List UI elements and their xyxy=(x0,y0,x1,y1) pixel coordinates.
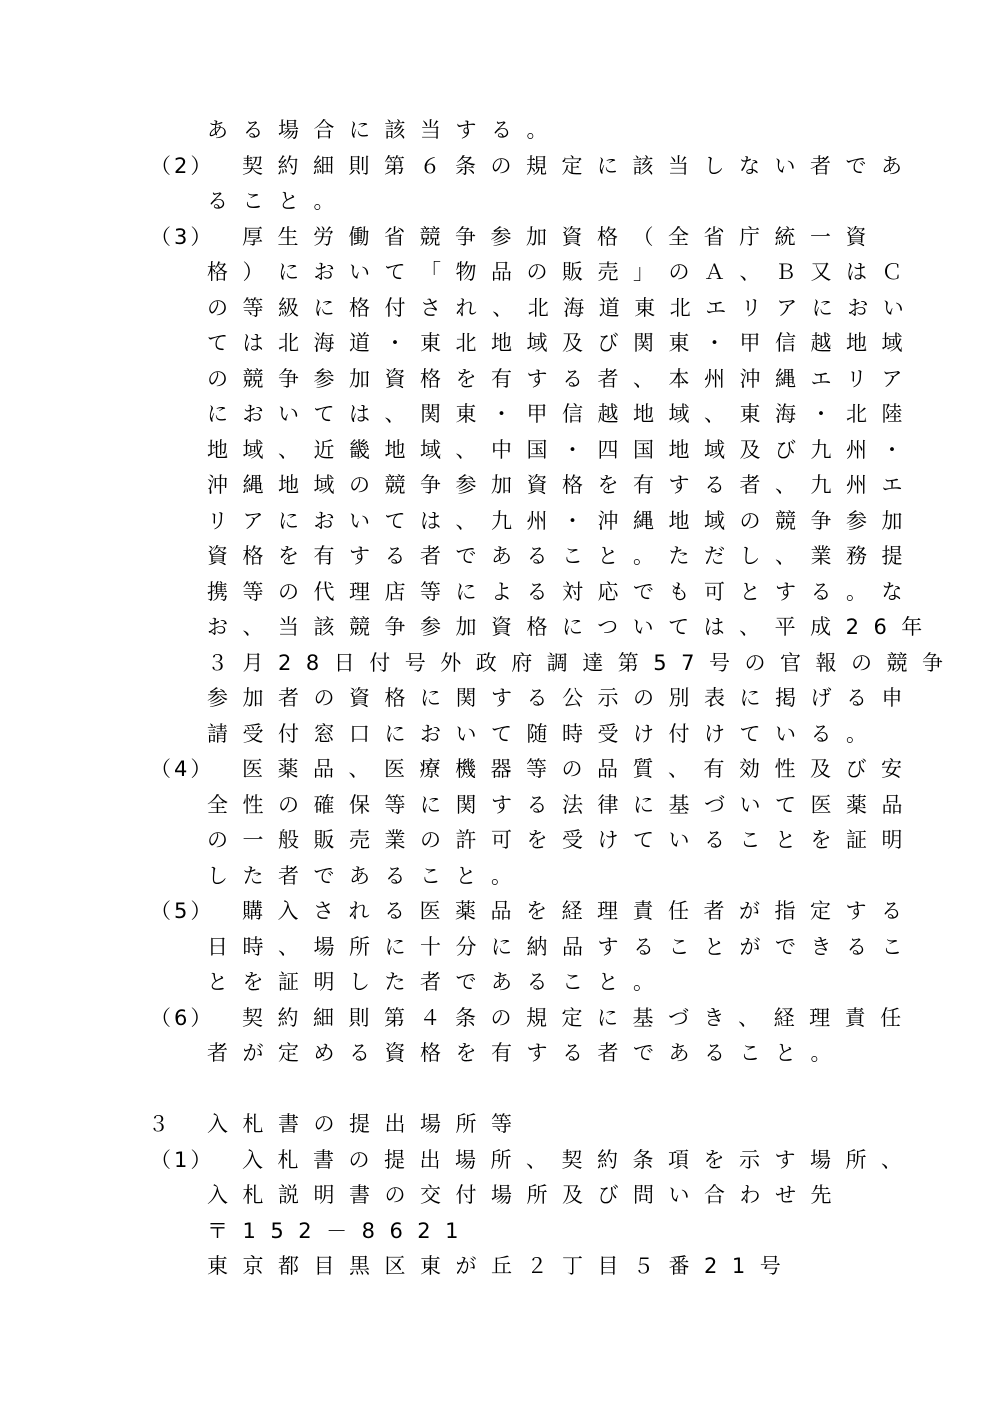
paragraph-line xyxy=(0,822,1000,858)
line-text: 契約細則第４条の規定に基づき、経理責任 xyxy=(242,1006,916,1030)
line-text: 者が定める資格を有する者であること。 xyxy=(207,1041,846,1065)
item-number: （2） xyxy=(150,154,215,178)
line-text: した者であること。 xyxy=(207,864,527,888)
line-text: 携等の代理店等による対応でも可とする。な xyxy=(207,580,917,604)
postal-code-line xyxy=(0,1213,1000,1249)
paragraph-line xyxy=(0,1035,1000,1071)
paragraph-line xyxy=(0,680,1000,716)
list-item-1 xyxy=(0,1142,1000,1178)
line-text: においては、関東・甲信越地域、東海・北陸 xyxy=(207,402,917,426)
address-line xyxy=(0,1248,1000,1284)
paragraph-line xyxy=(0,538,1000,574)
list-item-5 xyxy=(0,893,1000,929)
paragraph-line xyxy=(0,396,1000,432)
line-text: 入札説明書の交付場所及び問い合わせ先 xyxy=(207,1183,846,1207)
paragraph-line xyxy=(0,290,1000,326)
line-text: 医薬品、医療機器等の品質、有効性及び安 xyxy=(242,757,917,781)
list-item-4 xyxy=(0,751,1000,787)
section-heading-3 xyxy=(0,1106,1000,1142)
line-text: の競争参加資格を有する者、本州沖縄エリア xyxy=(207,367,917,391)
paragraph-line xyxy=(0,112,1000,148)
list-item-6 xyxy=(0,1000,1000,1036)
paragraph-line xyxy=(0,858,1000,894)
line-text: お、当該競争参加資格については、平成26年 xyxy=(207,615,937,639)
line-text: の等級に格付され、北海道東北エリアにおい xyxy=(207,296,919,320)
line-text: ること。 xyxy=(207,189,349,213)
paragraph-line xyxy=(0,467,1000,503)
address: 東京都目黒区東が丘２丁目５番21号 xyxy=(207,1254,796,1278)
paragraph-line xyxy=(0,361,1000,397)
paragraph-line xyxy=(0,254,1000,290)
paragraph-line xyxy=(0,183,1000,219)
item-number: （3） xyxy=(150,225,215,249)
line-text: 請受付窓口において随時受け付けている。 xyxy=(207,722,882,746)
line-text: 日時、場所に十分に納品することができるこ xyxy=(207,935,917,959)
line-text: 全性の確保等に関する法律に基づいて医薬品 xyxy=(207,793,917,817)
paragraph-line xyxy=(0,716,1000,752)
line-text: 地域、近畿地域、中国・四国地域及び九州・ xyxy=(207,438,917,462)
list-item-2 xyxy=(0,148,1000,184)
paragraph-line xyxy=(0,574,1000,610)
line-text: ある場合に該当する。 xyxy=(207,118,562,142)
line-text: 購入される医薬品を経理責任者が指定する xyxy=(242,899,917,923)
item-number: （1） xyxy=(150,1148,215,1172)
item-number: （5） xyxy=(150,899,215,923)
paragraph-line xyxy=(0,929,1000,965)
section-title: 入札書の提出場所等 xyxy=(207,1112,527,1136)
section-number: ３ xyxy=(148,1112,172,1136)
paragraph-line xyxy=(0,432,1000,468)
line-text: 入札書の提出場所、契約条項を示す場所、 xyxy=(242,1148,917,1172)
paragraph-line xyxy=(0,787,1000,823)
paragraph-line xyxy=(0,964,1000,1000)
line-text: ては北海道・東北地域及び関東・甲信越地域 xyxy=(207,331,917,355)
line-text: ３月28日付号外政府調達第57号の官報の競争 xyxy=(207,651,958,675)
paragraph-line xyxy=(0,645,1000,681)
line-text: とを証明した者であること。 xyxy=(207,970,669,994)
paragraph-line xyxy=(0,1177,1000,1213)
item-number: （4） xyxy=(150,757,215,781)
line-text: 参加者の資格に関する公示の別表に掲げる申 xyxy=(207,686,917,710)
line-text: 沖縄地域の競争参加資格を有する者、九州エ xyxy=(207,473,917,497)
paragraph-line xyxy=(0,609,1000,645)
paragraph-line xyxy=(0,325,1000,361)
item-number: （6） xyxy=(150,1006,215,1030)
line-text: 格）において「物品の販売」のＡ、Ｂ又はＣ xyxy=(207,260,917,284)
paragraph-line xyxy=(0,503,1000,539)
line-text: 厚生労働省競争参加資格（全省庁統一資 xyxy=(242,225,881,249)
list-item-3 xyxy=(0,219,1000,255)
line-text: の一般販売業の許可を受けていることを証明 xyxy=(207,828,917,852)
line-text: 契約細則第６条の規定に該当しない者であ xyxy=(242,154,917,178)
line-text: リアにおいては、九州・沖縄地域の競争参加 xyxy=(207,509,917,533)
line-text: 資格を有する者であること。ただし、業務提 xyxy=(207,544,917,568)
postal-code: 〒152－8621 xyxy=(207,1219,474,1243)
